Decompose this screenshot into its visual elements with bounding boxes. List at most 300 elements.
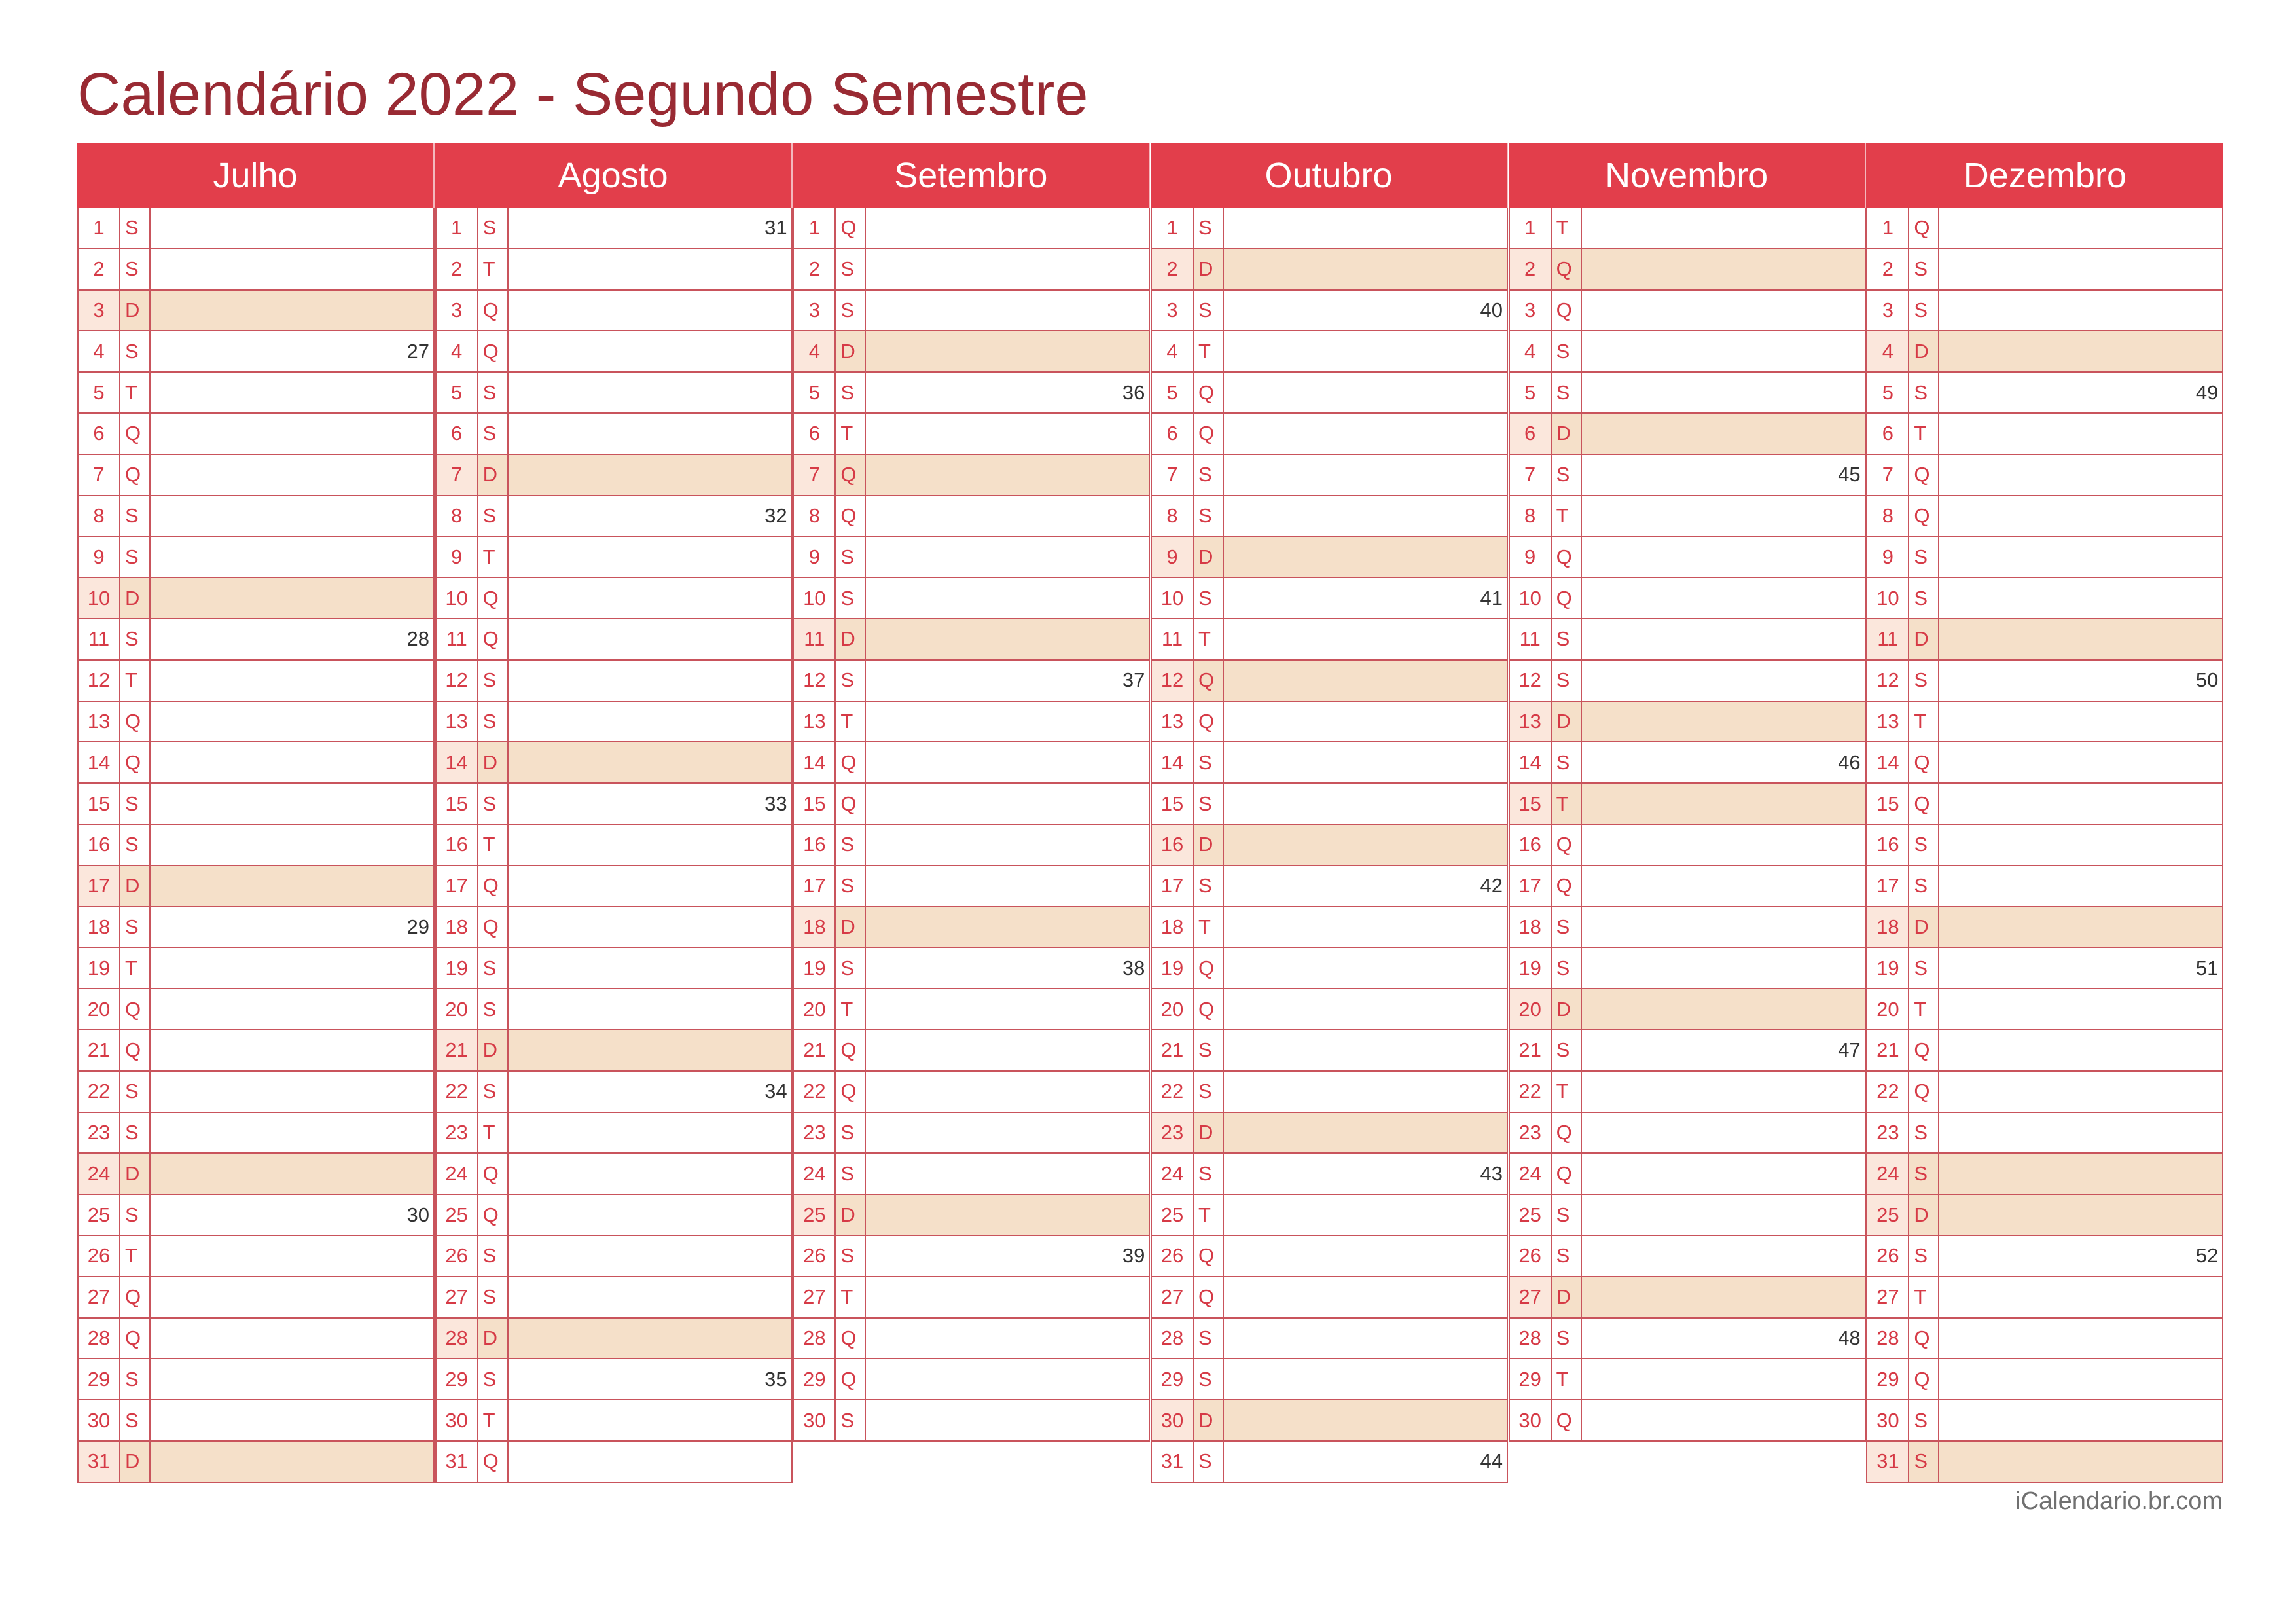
weekday-letter: S [120, 1072, 151, 1112]
weekday-letter: T [478, 537, 509, 577]
week-number: 47 [1838, 1038, 1861, 1062]
note-cell [151, 619, 433, 659]
weekday-letter: Q [1194, 1236, 1224, 1276]
note-cell [1939, 1113, 2222, 1153]
day-number: 16 [1867, 825, 1909, 865]
note-cell [1224, 661, 1507, 701]
day-row [1509, 1072, 1866, 1113]
note-cell [151, 1277, 433, 1317]
note-cell [509, 989, 791, 1029]
note-cell [1582, 948, 1865, 988]
day-number: 27 [1867, 1277, 1909, 1317]
day-number: 4 [79, 331, 120, 371]
weekday-letter: Q [1909, 455, 1939, 495]
note-cell [866, 414, 1149, 454]
day-row [1866, 373, 2223, 414]
note-cell [151, 989, 433, 1029]
weekday-letter: S [1194, 1319, 1224, 1359]
month-header: Setembro [793, 143, 1150, 208]
day-row [1509, 537, 1866, 578]
day-number: 19 [79, 948, 120, 988]
weekday-letter: D [478, 1030, 509, 1070]
day-row [1866, 866, 2223, 907]
day-number: 15 [794, 784, 836, 824]
weekday-letter: S [1552, 619, 1582, 659]
note-cell [151, 1319, 433, 1359]
month-column-dezembro [1866, 143, 2223, 1482]
note-cell [1582, 742, 1865, 782]
day-number: 22 [437, 1072, 478, 1112]
day-number: 28 [1867, 1319, 1909, 1359]
day-row [435, 208, 793, 249]
note-cell [1224, 537, 1507, 577]
week-number: 48 [1838, 1326, 1861, 1349]
day-number: 2 [1510, 249, 1552, 289]
note-cell [1224, 1277, 1507, 1317]
day-row [77, 1072, 435, 1113]
note-cell [1939, 373, 2222, 412]
day-row [77, 496, 435, 538]
weekday-letter: Q [478, 1154, 509, 1194]
weekday-letter: Q [478, 1195, 509, 1235]
weekday-letter: S [120, 907, 151, 947]
day-number: 13 [1510, 702, 1552, 742]
weekday-letter: Q [478, 619, 509, 659]
weekday-letter: Q [1552, 825, 1582, 865]
note-cell [151, 331, 433, 371]
weekday-letter: S [1552, 661, 1582, 701]
note-cell [151, 1154, 433, 1194]
week-number: 29 [406, 915, 429, 938]
note-cell [1224, 455, 1507, 495]
weekday-letter: T [836, 1277, 866, 1317]
day-number: 1 [437, 208, 478, 248]
day-row [793, 1030, 1150, 1072]
note-cell [866, 1400, 1149, 1440]
day-row [435, 1319, 793, 1360]
weekday-letter: T [478, 825, 509, 865]
day-number: 30 [437, 1400, 478, 1440]
weekday-letter: D [1552, 989, 1582, 1029]
day-row [77, 907, 435, 949]
day-number: 14 [1152, 742, 1194, 782]
note-cell [1939, 1154, 2222, 1194]
weekday-letter: T [1552, 784, 1582, 824]
week-number: 41 [1480, 586, 1503, 610]
note-cell [1582, 1030, 1865, 1070]
day-number: 22 [1152, 1072, 1194, 1112]
day-number: 18 [1510, 907, 1552, 947]
day-row [435, 825, 793, 866]
note-cell [1224, 619, 1507, 659]
day-row [793, 455, 1150, 496]
note-cell [1939, 1236, 2222, 1276]
note-cell [1582, 825, 1865, 865]
weekday-letter: D [1552, 702, 1582, 742]
weekday-letter: T [1194, 331, 1224, 371]
weekday-letter: Q [120, 742, 151, 782]
day-number: 29 [1510, 1359, 1552, 1399]
note-cell [866, 1319, 1149, 1359]
day-number: 26 [1510, 1236, 1552, 1276]
note-cell [151, 661, 433, 701]
weekday-letter: Q [478, 578, 509, 618]
weekday-letter: Q [836, 742, 866, 782]
day-row [77, 1277, 435, 1319]
day-row [1151, 1113, 1508, 1154]
day-number: 28 [437, 1319, 478, 1359]
note-cell [1582, 866, 1865, 906]
note-cell [866, 373, 1149, 412]
weekday-letter: Q [1552, 1154, 1582, 1194]
day-row [77, 1154, 435, 1195]
day-row [1151, 1277, 1508, 1319]
note-cell [1224, 1030, 1507, 1070]
day-number: 14 [79, 742, 120, 782]
note-cell [1582, 373, 1865, 412]
day-number: 27 [79, 1277, 120, 1317]
day-number: 10 [79, 578, 120, 618]
day-number: 17 [1867, 866, 1909, 906]
note-cell [866, 578, 1149, 618]
day-row [435, 578, 793, 619]
calendar-grid [77, 143, 2224, 1482]
day-number: 20 [437, 989, 478, 1029]
day-row [1509, 578, 1866, 619]
weekday-letter: Q [836, 784, 866, 824]
day-row [1866, 331, 2223, 373]
day-row [77, 249, 435, 291]
weekday-letter: S [1909, 866, 1939, 906]
weekday-letter: D [478, 455, 509, 495]
note-cell [1582, 537, 1865, 577]
day-number: 29 [794, 1359, 836, 1399]
weekday-letter: S [478, 496, 509, 536]
note-cell [1939, 702, 2222, 742]
day-number: 25 [79, 1195, 120, 1235]
week-number: 32 [764, 503, 787, 527]
day-number: 4 [1152, 331, 1194, 371]
month-column-agosto [435, 143, 793, 1482]
weekday-letter: Q [836, 455, 866, 495]
weekday-letter: T [1194, 1195, 1224, 1235]
day-row [1509, 989, 1866, 1030]
weekday-letter: S [478, 373, 509, 412]
day-row [1866, 1154, 2223, 1195]
day-row [1151, 661, 1508, 702]
note-cell [866, 331, 1149, 371]
day-row [1151, 1319, 1508, 1360]
day-number: 11 [79, 619, 120, 659]
weekday-letter: D [1194, 1400, 1224, 1440]
day-number: 16 [1152, 825, 1194, 865]
weekday-letter: Q [120, 702, 151, 742]
day-row [435, 784, 793, 825]
weekday-letter: S [836, 578, 866, 618]
weekday-letter: S [1909, 1400, 1939, 1440]
day-number: 18 [1152, 907, 1194, 947]
week-number: 36 [1122, 380, 1145, 404]
day-number: 30 [1510, 1400, 1552, 1440]
weekday-letter: D [1194, 825, 1224, 865]
note-cell [1939, 496, 2222, 536]
day-row [793, 1236, 1150, 1277]
day-row [435, 1030, 793, 1072]
day-number: 20 [1510, 989, 1552, 1029]
day-number: 18 [794, 907, 836, 947]
day-row [793, 1113, 1150, 1154]
day-row [77, 578, 435, 619]
week-number: 44 [1480, 1450, 1503, 1473]
note-cell [151, 578, 433, 618]
note-cell [866, 496, 1149, 536]
day-row [1866, 414, 2223, 455]
note-cell [1224, 331, 1507, 371]
day-row [77, 989, 435, 1030]
day-row [77, 742, 435, 784]
note-cell [151, 496, 433, 536]
weekday-letter: S [1909, 661, 1939, 701]
day-row [1866, 619, 2223, 661]
weekday-letter: Q [836, 1072, 866, 1112]
day-row [77, 1113, 435, 1154]
note-cell [1224, 907, 1507, 947]
note-cell [1582, 1236, 1865, 1276]
week-number: 46 [1838, 750, 1861, 774]
note-cell [1939, 578, 2222, 618]
day-number: 13 [1867, 702, 1909, 742]
day-row [793, 1072, 1150, 1113]
day-row [1151, 414, 1508, 455]
day-row [1866, 702, 2223, 743]
weekday-letter: S [1909, 1113, 1939, 1153]
day-row [1509, 414, 1866, 455]
weekday-letter: Q [478, 291, 509, 331]
day-number: 24 [794, 1154, 836, 1194]
note-cell [866, 1277, 1149, 1317]
day-number: 26 [1867, 1236, 1909, 1276]
weekday-letter: S [1552, 907, 1582, 947]
weekday-letter: Q [120, 989, 151, 1029]
day-number: 6 [437, 414, 478, 454]
note-cell [1939, 291, 2222, 331]
day-row [1509, 825, 1866, 866]
day-number: 15 [1867, 784, 1909, 824]
weekday-letter: T [836, 702, 866, 742]
day-row [1509, 373, 1866, 414]
weekday-letter: D [120, 291, 151, 331]
note-cell [509, 455, 791, 495]
day-number: 31 [1867, 1442, 1909, 1482]
weekday-letter: T [836, 414, 866, 454]
note-cell [1224, 1072, 1507, 1112]
day-row [1866, 1030, 2223, 1072]
weekday-letter: T [1909, 989, 1939, 1029]
weekday-letter: S [1194, 291, 1224, 331]
day-number: 29 [79, 1359, 120, 1399]
day-row [1509, 208, 1866, 249]
day-number: 3 [1867, 291, 1909, 331]
week-number: 49 [2195, 380, 2219, 404]
note-cell [1582, 249, 1865, 289]
week-number: 51 [2195, 956, 2219, 979]
day-row [1151, 784, 1508, 825]
day-number: 23 [79, 1113, 120, 1153]
note-cell [509, 1154, 791, 1194]
note-cell [509, 1030, 791, 1070]
note-cell [509, 948, 791, 988]
weekday-letter: S [478, 702, 509, 742]
day-number: 27 [794, 1277, 836, 1317]
day-row [1151, 1072, 1508, 1113]
day-number: 22 [794, 1072, 836, 1112]
day-number: 25 [437, 1195, 478, 1235]
note-cell [1224, 1400, 1507, 1440]
day-number: 29 [1152, 1359, 1194, 1399]
weekday-letter: D [1194, 537, 1224, 577]
note-cell [1939, 784, 2222, 824]
note-cell [151, 742, 433, 782]
note-cell [1582, 578, 1865, 618]
note-cell [1224, 1113, 1507, 1153]
day-row [1509, 742, 1866, 784]
note-cell [151, 1113, 433, 1153]
note-cell [509, 1442, 791, 1482]
weekday-letter: S [1552, 948, 1582, 988]
day-row [1509, 907, 1866, 949]
day-number: 7 [1510, 455, 1552, 495]
weekday-letter: S [836, 537, 866, 577]
day-number: 13 [1152, 702, 1194, 742]
day-number: 8 [437, 496, 478, 536]
day-row [1151, 1030, 1508, 1072]
day-row [1866, 291, 2223, 332]
weekday-letter: D [836, 331, 866, 371]
weekday-letter: T [1552, 1072, 1582, 1112]
day-number: 3 [1152, 291, 1194, 331]
note-cell [866, 619, 1149, 659]
note-cell [151, 784, 433, 824]
day-number: 23 [437, 1113, 478, 1153]
day-number: 6 [1867, 414, 1909, 454]
weekday-letter: S [478, 1277, 509, 1317]
day-row [1509, 702, 1866, 743]
note-cell [1582, 1319, 1865, 1359]
day-number: 30 [794, 1400, 836, 1440]
day-number: 8 [1510, 496, 1552, 536]
day-number: 7 [1152, 455, 1194, 495]
note-cell [509, 661, 791, 701]
day-row [793, 291, 1150, 332]
weekday-letter: D [1909, 331, 1939, 371]
day-row [793, 578, 1150, 619]
day-row [1866, 496, 2223, 538]
week-number: 43 [1480, 1161, 1503, 1185]
weekday-letter: S [1909, 249, 1939, 289]
weekday-letter: D [1909, 1195, 1939, 1235]
day-row [1151, 742, 1508, 784]
note-cell [1582, 989, 1865, 1029]
weekday-letter: T [1552, 208, 1582, 248]
day-row [77, 1319, 435, 1360]
day-row [435, 702, 793, 743]
day-number: 5 [1867, 373, 1909, 412]
month-header: Julho [77, 143, 435, 208]
weekday-letter: S [836, 1236, 866, 1276]
week-number: 33 [764, 792, 787, 815]
day-number: 12 [794, 661, 836, 701]
weekday-letter: Q [1194, 414, 1224, 454]
day-number: 5 [437, 373, 478, 412]
week-number: 42 [1480, 874, 1503, 898]
weekday-letter: D [120, 1442, 151, 1482]
day-row [435, 742, 793, 784]
day-number: 9 [1510, 537, 1552, 577]
weekday-letter: S [1194, 455, 1224, 495]
week-number: 35 [764, 1367, 787, 1391]
note-cell [509, 1400, 791, 1440]
note-cell [866, 825, 1149, 865]
day-number: 9 [1152, 537, 1194, 577]
weekday-letter: D [120, 578, 151, 618]
weekday-letter: D [1552, 1277, 1582, 1317]
day-row [1151, 1195, 1508, 1236]
day-row [435, 291, 793, 332]
day-number: 1 [1867, 208, 1909, 248]
weekday-letter: Q [1552, 578, 1582, 618]
day-number: 2 [79, 249, 120, 289]
note-cell [866, 742, 1149, 782]
note-cell [1939, 249, 2222, 289]
weekday-letter: Q [1909, 1319, 1939, 1359]
day-row [1509, 1277, 1866, 1319]
note-cell [1939, 1072, 2222, 1112]
day-row [1509, 1319, 1866, 1360]
day-number: 15 [79, 784, 120, 824]
day-row [1866, 208, 2223, 249]
day-row [435, 414, 793, 455]
weekday-letter: T [478, 1113, 509, 1153]
day-number: 24 [1867, 1154, 1909, 1194]
note-cell [1224, 866, 1507, 906]
day-number: 19 [1152, 948, 1194, 988]
weekday-letter: Q [120, 1277, 151, 1317]
weekday-letter: T [1194, 619, 1224, 659]
day-row [793, 414, 1150, 455]
day-list [435, 208, 793, 1483]
day-row [1509, 784, 1866, 825]
weekday-letter: Q [1909, 1359, 1939, 1399]
day-number: 19 [794, 948, 836, 988]
day-number: 21 [794, 1030, 836, 1070]
day-number: 8 [794, 496, 836, 536]
note-cell [151, 373, 433, 412]
weekday-letter: Q [120, 414, 151, 454]
weekday-letter: S [836, 291, 866, 331]
day-number: 23 [1152, 1113, 1194, 1153]
weekday-letter: S [1194, 742, 1224, 782]
note-cell [151, 1030, 433, 1070]
day-row [435, 1277, 793, 1319]
day-number: 4 [437, 331, 478, 371]
day-number: 1 [794, 208, 836, 248]
day-number: 20 [79, 989, 120, 1029]
day-row [793, 866, 1150, 907]
day-number: 2 [1867, 249, 1909, 289]
day-number: 3 [437, 291, 478, 331]
day-row [793, 496, 1150, 538]
week-number: 40 [1480, 298, 1503, 321]
